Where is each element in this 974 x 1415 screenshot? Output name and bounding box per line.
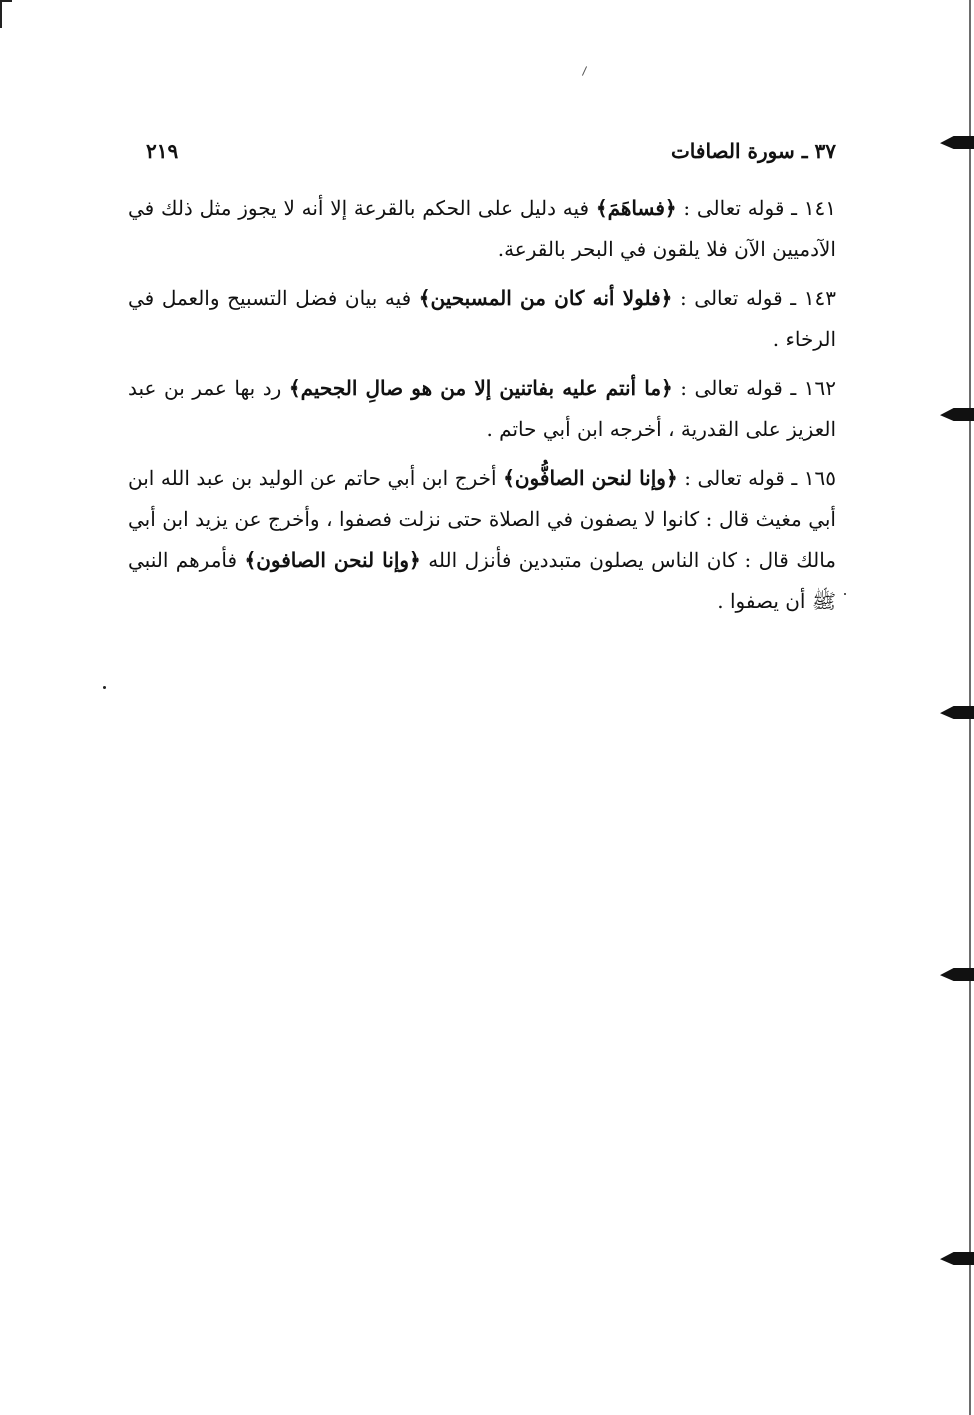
entry-text: رد بها عمر بن عبد العزيز على القدرية ، أخرجه ابن أبي حاتم . [128,376,836,441]
entry-text: فأمرهم النبي ﷺ أن يصفوا . [128,548,836,613]
binding-mark [940,1252,974,1265]
scan-speck [844,593,846,595]
commentary-entry [128,368,836,450]
quran-verse: ﴿وإنا لنحن الصافون﴾ [244,548,421,572]
commentary-entry [128,458,836,622]
quran-verse: ﴿ما أنتم عليه بفاتنين إلا من هو صالِ الجحيم﴾ [288,376,673,400]
binding-mark [940,408,974,421]
quran-verse: ﴿فلولا أنه كان من المسبحين﴾ [418,286,673,310]
surah-title: ٣٧ ـ سورة الصافات [670,139,836,163]
entry-prefix: ١٤١ ـ قوله تعالى : [676,196,836,220]
quran-verse: ﴿فساهَمَ﴾ [595,196,677,220]
entry-prefix: ١٦٢ ـ قوله تعالى : [672,376,836,400]
commentary-entry [128,188,836,270]
entry-prefix: ١٦٥ ـ قوله تعالى : [677,466,837,490]
scan-corner-mark [0,0,12,28]
scan-speck [582,66,587,75]
binding-mark [940,136,974,149]
quran-verse: ﴿وإنا لنحن الصافُّون﴾ [503,466,678,490]
entry-prefix: ١٤٣ ـ قوله تعالى : [672,286,836,310]
page-number: ٢١٩ [146,139,179,163]
binding-mark [940,706,974,719]
entry-text: أخرج ابن أبي حاتم عن الوليد بن عبد الله ابن أبي مغيث قال : كانوا لا يصفون في الصلاة حتى نزلت فصفوا ، وأخرج عن يزيد ابن أبي مالك قال : كان الناس يصلون متبددين فأنزل الله [128,466,837,572]
entry-text: فيه بيان فضل التسبيح والعمل في الرخاء . [128,286,836,351]
scan-speck [103,686,106,689]
entry-text: فيه دليل على الحكم بالقرعة إلا أنه لا يجوز مثل ذلك في الآدميين الآن فلا يلقون في البحر بالقرعة. [128,196,836,261]
commentary-body [128,188,836,630]
binding-mark [940,968,974,981]
commentary-entry [128,278,836,360]
running-header [146,134,836,168]
